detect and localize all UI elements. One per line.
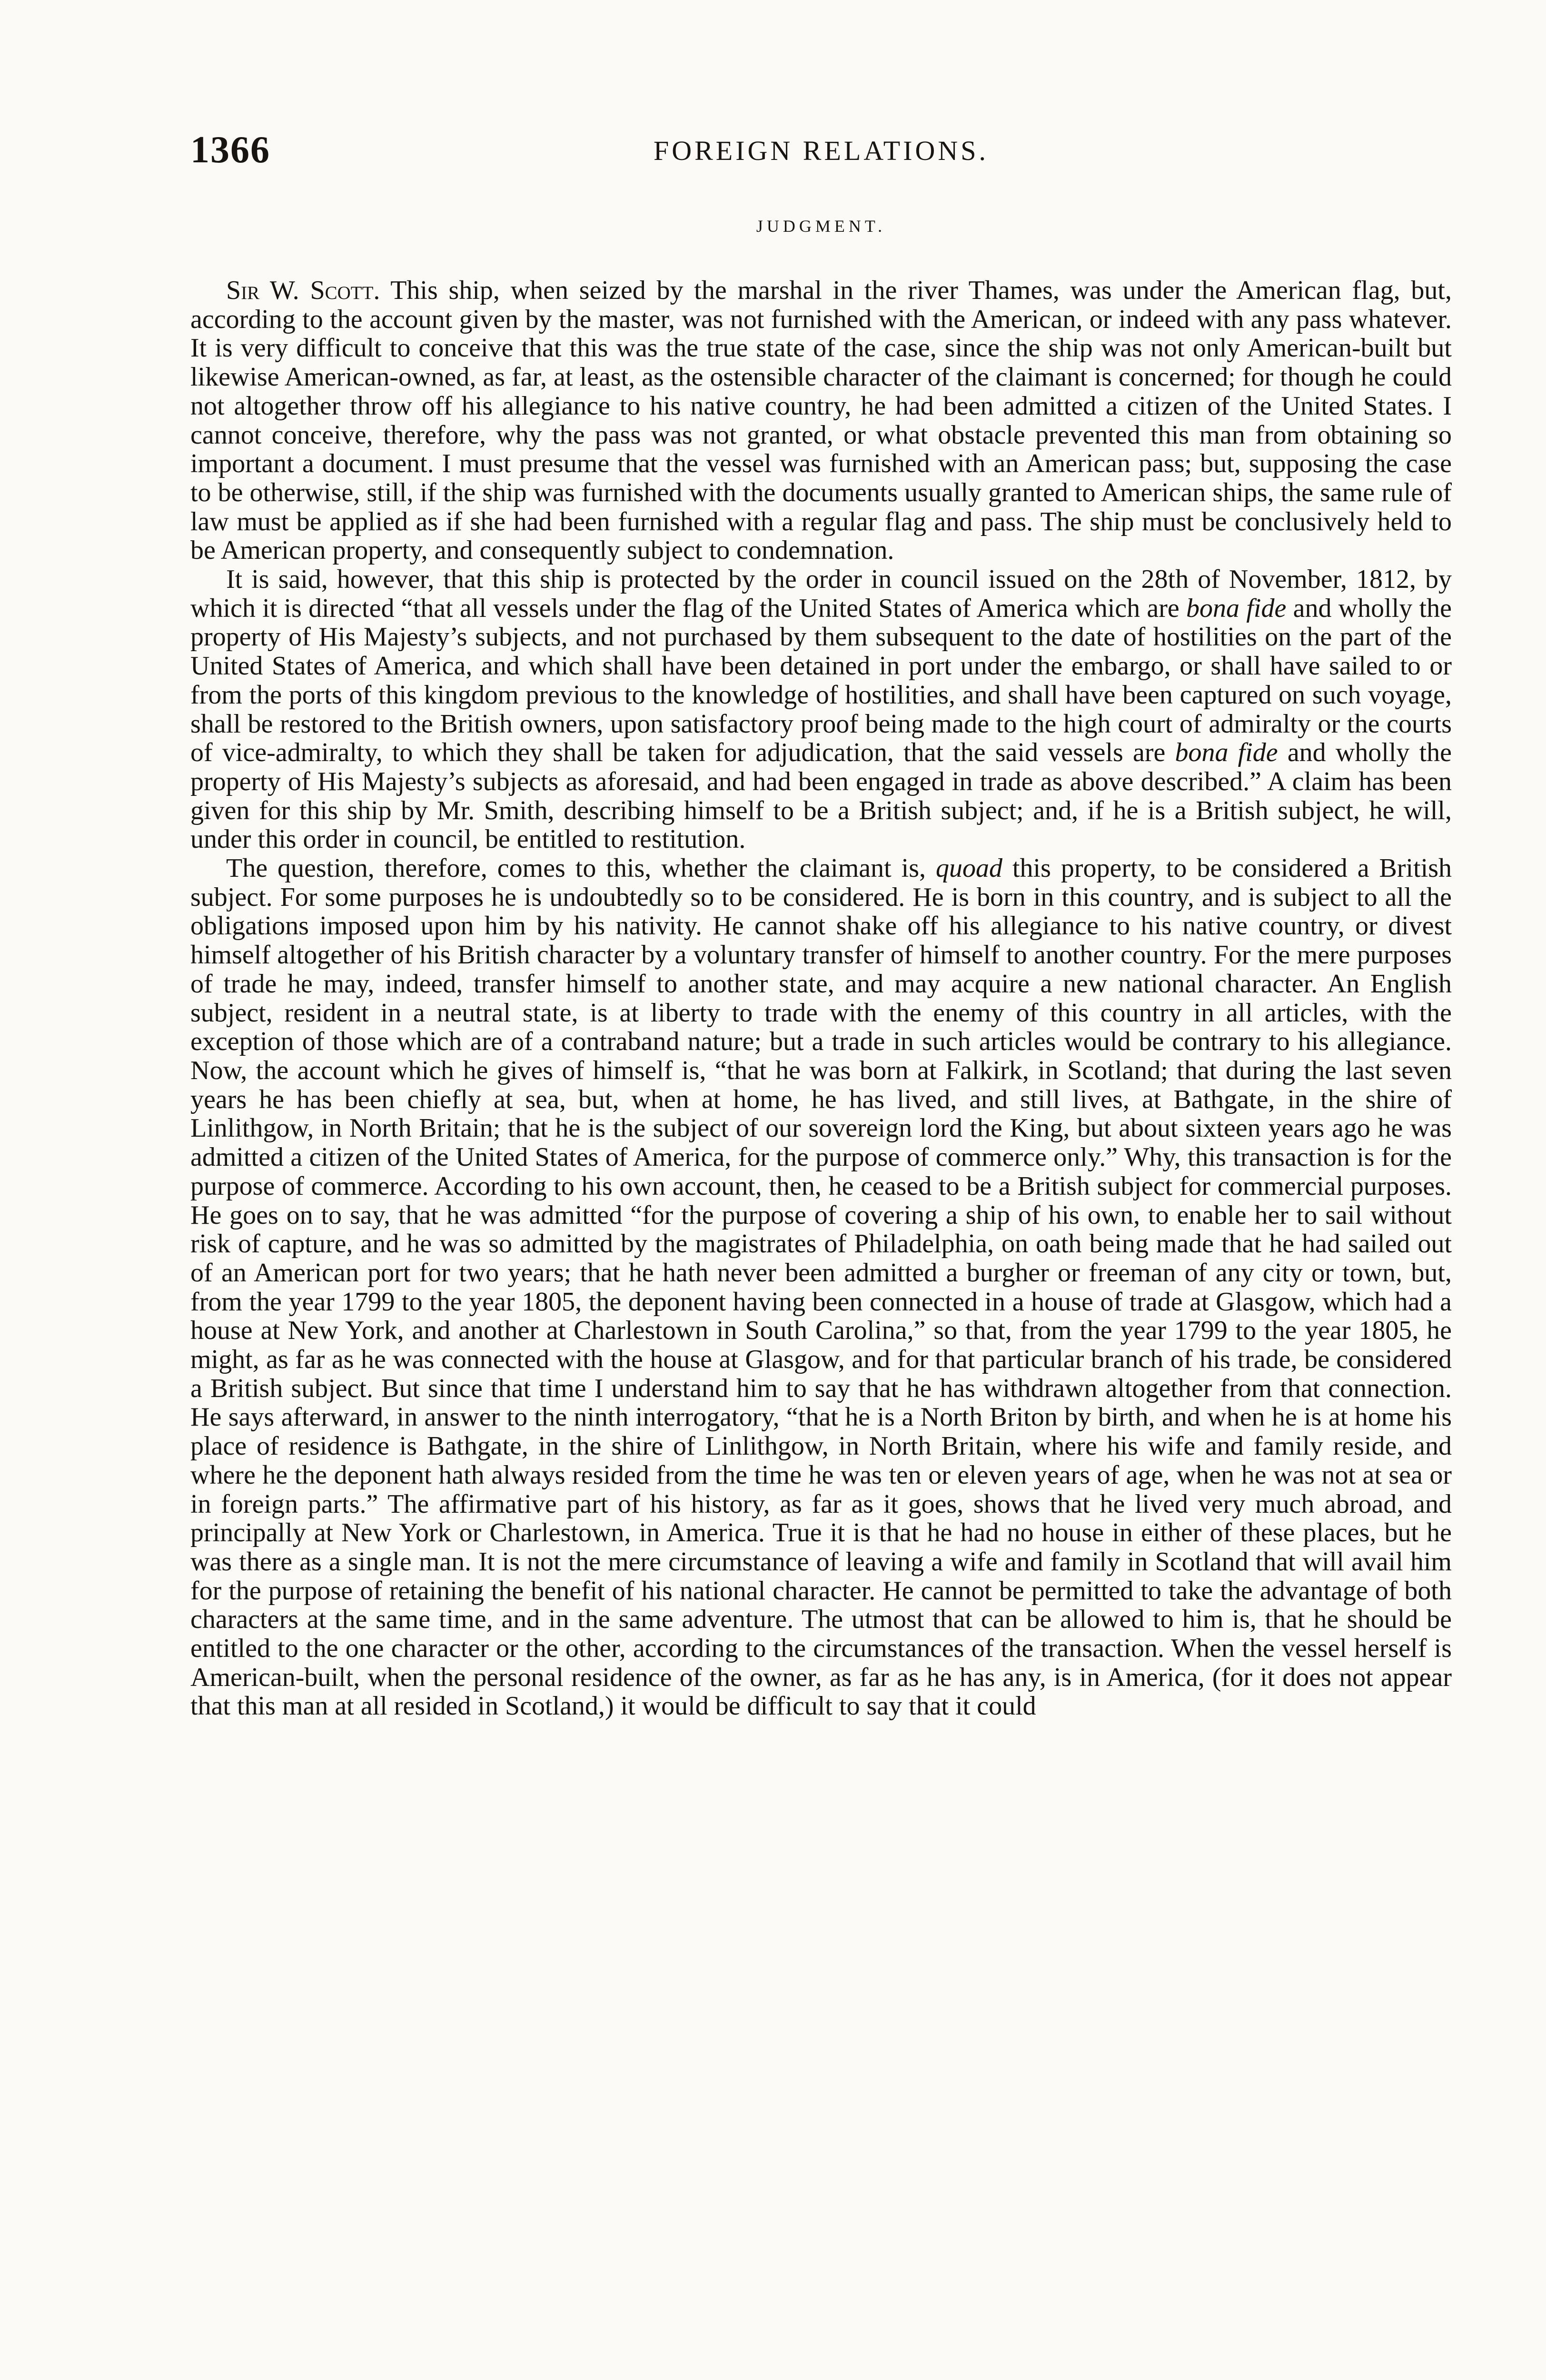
body-text — [190, 276, 1452, 1721]
italic-phrase: bona fide — [1186, 593, 1287, 623]
paragraph-text: It is said, however, that this ship is protected by the order in council issued on the 28th of November, 1812, by which it is directed “that all vessels under the flag of the United States of America which are — [190, 565, 1452, 623]
speaker-name: Sir W. Scott. — [226, 276, 380, 305]
italic-phrase: quoad — [935, 853, 1002, 883]
page-number: 1366 — [190, 129, 270, 171]
section-heading: JUDGMENT. — [756, 217, 886, 236]
paragraph-text: The question, therefore, comes to this, whether the claimant is, — [226, 853, 936, 883]
running-head — [190, 126, 1452, 178]
paragraph-text: This ship, when seized by the marshal in the river Thames, was under the American flag, but, according to the account given by the master, was not furnished with the American, or indeed with any pass whatever. It is very difficult to conceive that this was the true state of the case, since the ship was not only American-built but likewise American-owned, as far, at least, as the ostensible character of the claimant is concerned; for though he could not altogether throw off his allegiance to his native country, he had been admitted a citizen of the United States. I cannot conceive, therefore, why the pass was not granted, or what obstacle prevented this man from obtaining so important a document. I must presume that the vessel was furnished with an American pass; but, supposing the case to be otherwise, still, if the ship was furnished with the documents usually granted to American ships, the same rule of law must be applied as if she had been furnished with a regular flag and pass. The ship must be conclusively held to be American property, and consequently subject to condemnation. — [190, 276, 1452, 565]
paragraph-text: this property, to be considered a British subject. For some purposes he is undoubtedly so to be considered. He is born in this country, and is subject to all the obligations imposed upon him by his nativity. He cannot shake off his allegiance to his native country, or divest himself altogether of his British character by a voluntary transfer of himself to another country. For the mere purposes of trade he may, indeed, transfer himself to another state, and may acquire a new national character. An English subject, resident in a neutral state, is at liberty to trade with the enemy of this country in all articles, with the exception of those which are of a contraband nature; but a trade in such articles would be contrary to his allegiance. Now, the account which he gives of himself is, “that he was born at Falkirk, in Scotland; that during the last seven years he has been chiefly at sea, but, when at home, he has lived, and still lives, at Bathgate, in the shire of Linlithgow, in North Britain; that he is the subject of our sovereign lord the King, but about sixteen years ago he was admitted a citizen of the United States of America, for the purpose of commerce only.” Why, this transaction is for the purpose of commerce. According to his own account, then, he ceased to be a British subject for commercial purposes. He goes on to say, that he was admitted “for the purpose of covering a ship of his own, to enable her to sail without risk of capture, and he was so admitted by the magistrates of Philadelphia, on oath being made that he had sailed out of an American port for two years; that he hath never been admitted a burgher or freeman of any city or town, but, from the year 1799 to the year 1805, the deponent having been connected in a house of trade at Glasgow, which had a house at New York, and another at Charlestown in South Carolina,” so that, from the year 1799 to the year 1805, he might, as far as he was connected with the house at Glasgow, and for that particular branch of his trade, be considered a British subject. But since that time I understand him to say that he has withdrawn altogether from that connection. He says afterward, in answer to the ninth interrogatory, “that he is a North Briton by birth, and when he is at home his place of residence is Bathgate, in the shire of Linlithgow, in North Britain, where his wife and family reside, and where he the deponent hath always resided from the time he was ten or eleven years of age, when he was not at sea or in foreign parts.” The affirmative part of his history, as far as it goes, shows that he lived very much abroad, and principally at New York or Charlestown, in America. True it is that he had no house in either of these places, but he was there as a single man. It is not the mere circumstance of leaving a wife and family in Scotland that will avail him for the purpose of retaining the benefit of his national character. He cannot be permitted to take the advantage of both characters at the same time, and in the same adventure. The utmost that can be allowed to him is, that he should be entitled to the one character or the other, according to the circumstances of the transaction. When the vessel herself is American-built, when the personal residence of the owner, as far as he has any, is in America, (for it does not appear that this man at all resided in Scotland,) it would be difficult to say that it could — [190, 853, 1452, 1721]
running-title: FOREIGN RELATIONS. — [653, 135, 989, 166]
paragraph-2 — [190, 565, 1452, 854]
paragraph-3 — [190, 854, 1452, 1721]
paragraph-text: and wholly the property of His Majesty’s subjects, and not purchased by them subsequent to the date of hostilities on the part of the United States of America, and which shall have been detained in port under the embargo, or shall have sailed to or from the ports of this kingdom previous to the knowledge of hostilities, and shall have been captured on such voyage, shall be restored to the British owners, upon satisfactory proof being made to the high court of admiralty or the courts of vice-admiralty, to which they shall be taken for adjudication, that the said vessels are — [190, 593, 1452, 768]
italic-phrase: bona fide — [1175, 738, 1278, 768]
paragraph-text: and wholly the property of His Majesty’s subjects as aforesaid, and had been engaged in trade as above described.” A claim has been given for this ship by Mr. Smith, describing himself to be a British subject; and, if he is a British subject, he will, under this order in council, be entitled to restitution. — [190, 738, 1452, 854]
paragraph-1 — [190, 276, 1452, 565]
